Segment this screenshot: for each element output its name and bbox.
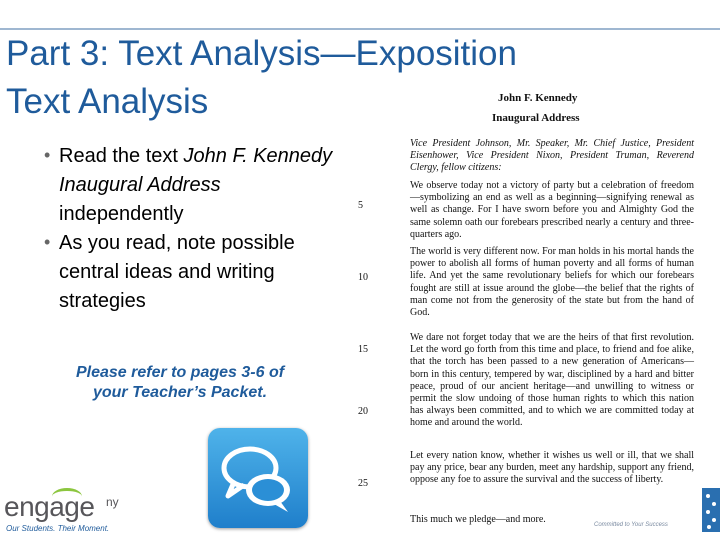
state-map-icon <box>702 488 720 532</box>
line-number: 20 <box>358 406 368 417</box>
document-subtitle: Inaugural Address <box>492 112 580 124</box>
line-number: 25 <box>358 478 368 489</box>
logo-brand-sup: ny <box>106 495 119 509</box>
bullet-list <box>44 142 344 316</box>
bullet-item <box>44 229 344 316</box>
engageny-logo <box>4 492 124 538</box>
bullet-text-post: independently <box>59 203 184 225</box>
logo-swoosh-icon <box>52 488 82 505</box>
bullet-text-title: John F. Kennedy Inaugural Address <box>59 145 333 196</box>
bullet-dot-icon: • <box>44 145 51 165</box>
note-line1: Please refer to pages 3-6 of <box>75 364 285 381</box>
logo-tagline: Our Students. Their Moment. <box>6 524 110 533</box>
line-number: 15 <box>358 344 368 355</box>
note-line2: your Teacher’s Packet. <box>92 384 268 401</box>
document-paragraph: This much we pledge—and more. <box>410 514 546 525</box>
line-number: 5 <box>358 200 363 211</box>
document-paragraph: The world is very different now. For man holds in his mortal hands the power to abolish all forms of human poverty and all forms of human life. And yet the same revolutionary beliefs for which our forebears fought are still at issue around the globe—the belief that the rights of man come not from the generosity of the state but from the hand of God. <box>410 246 694 319</box>
packet-reference-note <box>52 363 308 403</box>
line-number: 10 <box>358 272 368 283</box>
bullet-text-pre: Read the text <box>59 145 184 167</box>
document-paragraph: Let every nation know, whether it wishes us well or ill, that we shall pay any price, bear any burden, meet any hardship, support any friend, oppose any foe to assure the survival and the success of liberty. <box>410 450 694 486</box>
slide-title-line1: Part 3: Text Analysis—Exposition <box>6 34 517 73</box>
document-author: John F. Kennedy <box>498 92 578 104</box>
corner-tagline: Committed to Your Success <box>594 522 668 528</box>
slide-title-line2: Text Analysis <box>6 82 209 121</box>
bullet-text: As you read, note possible central ideas and writing strategies <box>59 232 295 312</box>
bullet-item <box>44 142 344 229</box>
document-paragraph: We observe today not a victory of party but a celebration of freedom—symbolizing an end as well as a beginning—signifying renewal as well as change. For I have sworn before you and Almighty God the same solemn oath our forebears prescribed nearly a century and three-quarters ago. <box>410 180 694 240</box>
speech-bubbles-icon <box>208 428 308 528</box>
discussion-tile[interactable] <box>208 428 308 528</box>
logo-brand: engage <box>4 491 95 522</box>
inaugural-address-document <box>352 84 696 530</box>
bullet-dot-icon: • <box>44 232 51 252</box>
document-paragraph: We dare not forget today that we are the heirs of that first revolution. Let the word go forth from this time and place, to friend and foe alike, that the torch has been passed to a new generation of Americans—born in this century, tempered by war, disciplined by a hard and bitter peace, proud of our ancient heritage—and unwilling to witness or permit the slow undoing of those human rights to which this nation has always been committed, and to which we are committed today at home and around the world. <box>410 332 694 429</box>
document-salutation: Vice President Johnson, Mr. Speaker, Mr. Chief Justice, President Eisenhower, Vice President Nixon, President Truman, Reverend Clergy, fellow citizens: <box>410 138 694 174</box>
